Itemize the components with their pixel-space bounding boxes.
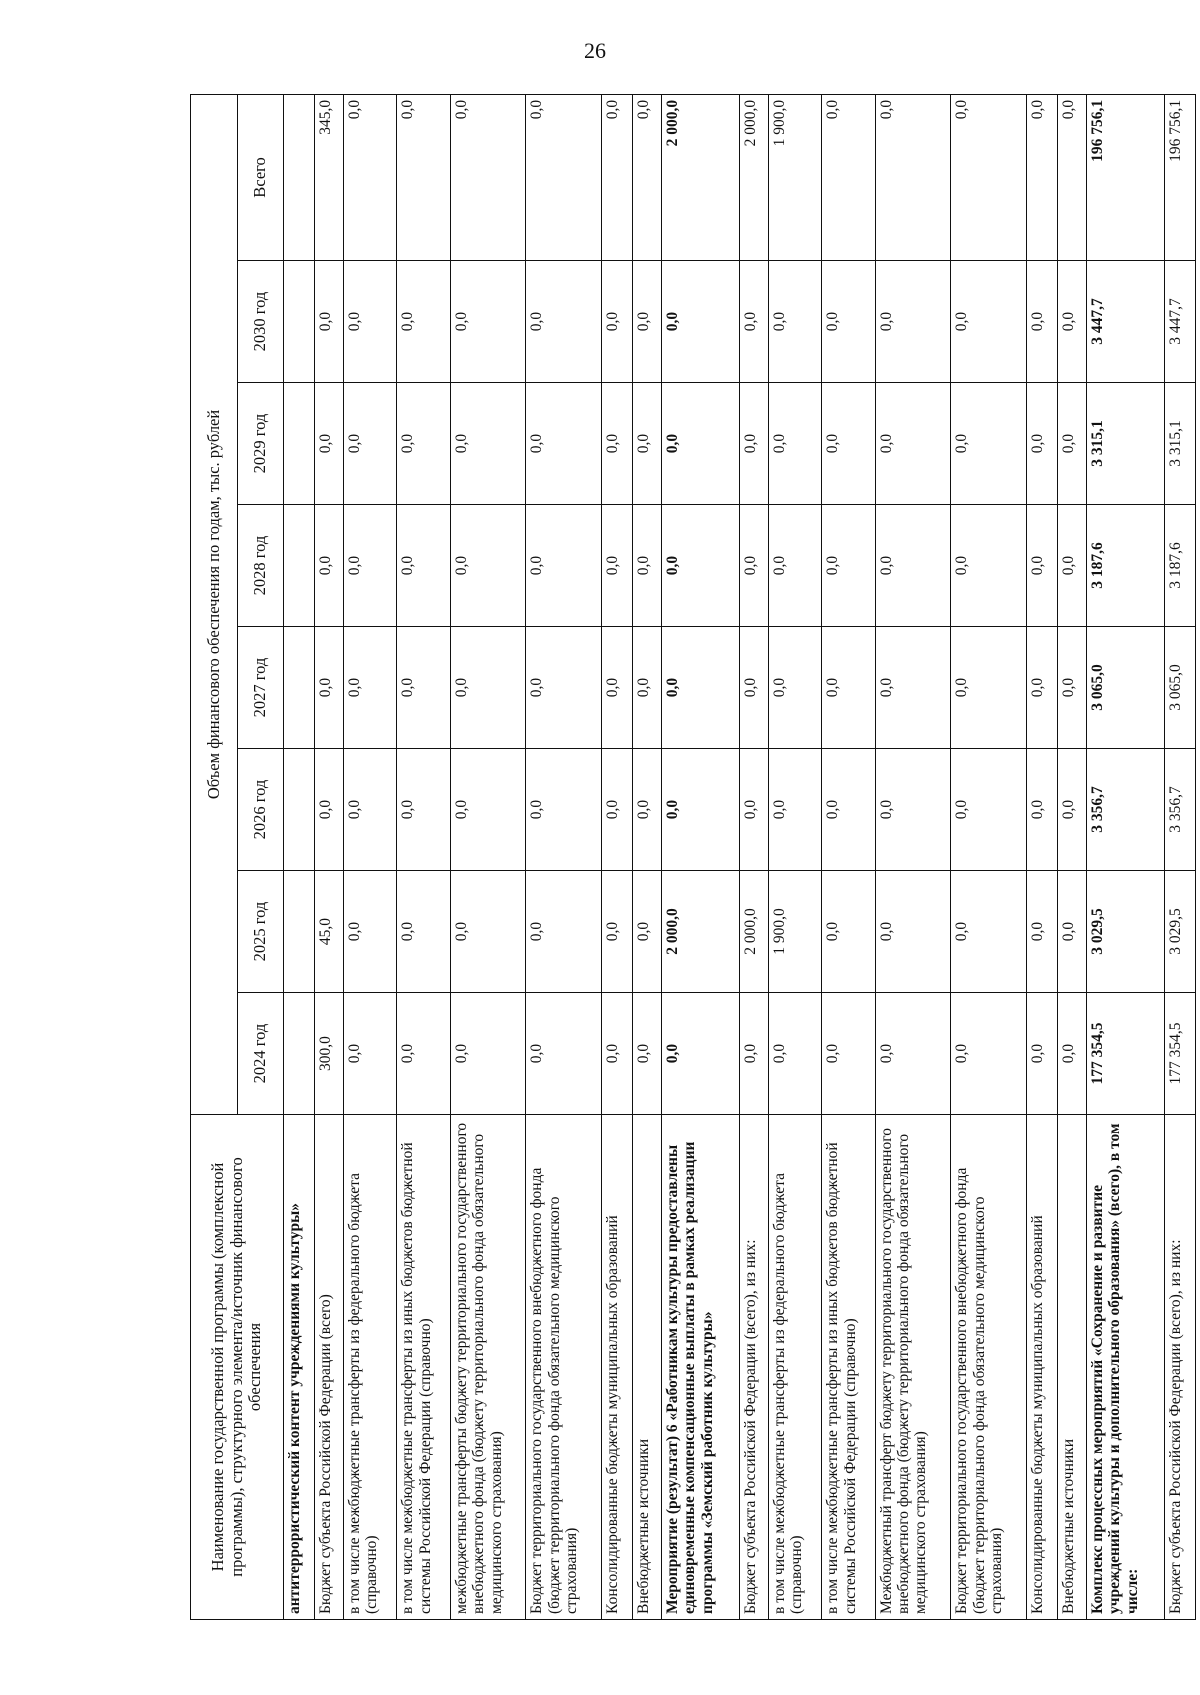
row-value-cell: 0,0 xyxy=(1026,261,1057,383)
row-value-cell: 3 356,7 xyxy=(1086,749,1164,871)
row-value-cell: 0,0 xyxy=(1057,749,1086,871)
row-name: Бюджет территориального государственного внебюджетного фонда (бюджет территориального фонда обязательного медицинского страхования) xyxy=(526,1115,602,1620)
row-value-cell: 0,0 xyxy=(739,993,768,1115)
row-value-cell: 0,0 xyxy=(739,627,768,749)
row-value-cell: 0,0 xyxy=(768,261,821,383)
row-value-cell: 0,0 xyxy=(875,261,951,383)
row-value-cell: 0,0 xyxy=(1026,749,1057,871)
table-row xyxy=(450,94,526,1619)
row-value-cell: 0,0 xyxy=(344,383,397,505)
row-value-cell: 3 315,1 xyxy=(1086,383,1164,505)
row-value-cell: 0,0 xyxy=(951,993,1027,1115)
row-value-cell: 0,0 xyxy=(633,505,662,627)
row-value-cell: 0,0 xyxy=(662,627,740,749)
row-value-cell: 300,0 xyxy=(315,993,344,1115)
row-value-cell: 0,0 xyxy=(1057,627,1086,749)
row-value-cell: 0,0 xyxy=(315,261,344,383)
row-value-cell: 0,0 xyxy=(951,261,1027,383)
row-value-cell: 0,0 xyxy=(526,749,602,871)
row-name: Бюджет территориального государственного внебюджетного фонда (бюджет территориального фонда обязательного медицинского страхования) xyxy=(951,1115,1027,1620)
row-name: в том числе межбюджетные трансферты из федерального бюджета (справочно) xyxy=(768,1115,821,1620)
row-value-cell: 0,0 xyxy=(315,627,344,749)
row-value-cell: 0,0 xyxy=(662,993,740,1115)
row-value-cell: 0,0 xyxy=(602,505,633,627)
row-name: в том числе межбюджетные трансферты из федерального бюджета (справочно) xyxy=(344,1115,397,1620)
row-name: межбюджетные трансферты бюджету территориального государственного внебюджетного фонда (бюджету территориального фонда обязательного медицинского страхования) xyxy=(450,1115,526,1620)
row-value-cell: 0,0 xyxy=(662,749,740,871)
row-value-cell: 0,0 xyxy=(397,993,450,1115)
row-value-cell: 0,0 xyxy=(344,627,397,749)
table-row xyxy=(633,94,662,1619)
table-row xyxy=(951,94,1027,1619)
row-value-cell: 0,0 xyxy=(739,749,768,871)
row-value-cell: 45,0 xyxy=(315,871,344,993)
table-row xyxy=(662,94,740,1619)
row-name: Бюджет субъекта Российской Федерации (всего), из них: xyxy=(1164,1115,1195,1620)
row-value-cell: 3 315,1 xyxy=(1164,383,1195,505)
row-value-cell: 0,0 xyxy=(951,871,1027,993)
row-value-cell: 0,0 xyxy=(822,627,875,749)
row-name: Комплекс процессных мероприятий «Сохранение и развитие учреждений культуры и дополнительного образования» (всего), в том числе: xyxy=(1086,1115,1164,1620)
row-value-cell: 0,0 xyxy=(602,261,633,383)
row-total-cell: 0,0 xyxy=(633,94,662,260)
row-value-cell: 0,0 xyxy=(768,505,821,627)
row-value-cell: 3 187,6 xyxy=(1086,505,1164,627)
row-value-cell: 0,0 xyxy=(822,871,875,993)
row-value-cell: 0,0 xyxy=(1057,383,1086,505)
row-total-cell: 0,0 xyxy=(875,94,951,260)
row-name: Бюджет субъекта Российской Федерации (всего), из них: xyxy=(739,1115,768,1620)
table-row xyxy=(1026,94,1057,1619)
header-year: 2030 год xyxy=(237,261,284,383)
row-value-cell: 0,0 xyxy=(526,505,602,627)
row-value-cell: 0,0 xyxy=(768,993,821,1115)
row-total-cell: 2 000,0 xyxy=(739,94,768,260)
row-value-cell: 0,0 xyxy=(662,261,740,383)
row-value-cell: 3 029,5 xyxy=(1086,871,1164,993)
row-value-cell: 0,0 xyxy=(739,383,768,505)
row-value-cell: 0,0 xyxy=(951,505,1027,627)
table-row xyxy=(1164,94,1195,1619)
row-value-cell: 0,0 xyxy=(315,749,344,871)
row-total-cell: 0,0 xyxy=(602,94,633,260)
row-value-cell: 0,0 xyxy=(875,993,951,1115)
row-value-cell xyxy=(284,627,315,749)
row-name: Консолидированные бюджеты муниципальных образований xyxy=(1026,1115,1057,1620)
header-row-1 xyxy=(191,94,238,1619)
row-value-cell: 0,0 xyxy=(739,261,768,383)
row-value-cell: 0,0 xyxy=(875,505,951,627)
table-row xyxy=(822,94,875,1619)
row-value-cell: 0,0 xyxy=(822,261,875,383)
row-name: антитеррористический контент учреждениями культуры» xyxy=(284,1115,315,1620)
header-total: Всего xyxy=(237,94,284,260)
page-number: 26 xyxy=(584,38,606,63)
row-value-cell: 0,0 xyxy=(1057,871,1086,993)
row-value-cell: 0,0 xyxy=(397,627,450,749)
header-year: 2025 год xyxy=(237,871,284,993)
row-value-cell: 0,0 xyxy=(951,383,1027,505)
financing-table xyxy=(190,94,1196,1620)
row-value-cell: 3 029,5 xyxy=(1164,871,1195,993)
row-value-cell: 3 356,7 xyxy=(1164,749,1195,871)
row-value-cell: 0,0 xyxy=(1057,505,1086,627)
row-value-cell: 0,0 xyxy=(344,871,397,993)
row-total-cell: 345,0 xyxy=(315,94,344,260)
row-value-cell xyxy=(284,871,315,993)
row-value-cell: 3 065,0 xyxy=(1164,627,1195,749)
row-value-cell: 0,0 xyxy=(602,871,633,993)
row-value-cell: 0,0 xyxy=(450,383,526,505)
row-total-cell: 0,0 xyxy=(1057,94,1086,260)
row-value-cell: 0,0 xyxy=(1057,261,1086,383)
row-name: Бюджет субъекта Российской Федерации (всего) xyxy=(315,1115,344,1620)
row-value-cell: 0,0 xyxy=(768,627,821,749)
row-name: Межбюджетный трансферт бюджету территориального государственного внебюджетного фонда (бюджету территориального фонда обязательного медицинского страхования) xyxy=(875,1115,951,1620)
header-year: 2024 год xyxy=(237,993,284,1115)
row-value-cell: 0,0 xyxy=(315,505,344,627)
row-value-cell: 0,0 xyxy=(450,505,526,627)
row-value-cell: 0,0 xyxy=(397,749,450,871)
row-value-cell: 0,0 xyxy=(1026,993,1057,1115)
row-value-cell: 0,0 xyxy=(1026,505,1057,627)
row-total-cell: 0,0 xyxy=(397,94,450,260)
row-value-cell: 0,0 xyxy=(526,627,602,749)
row-value-cell: 0,0 xyxy=(875,749,951,871)
row-value-cell: 177 354,5 xyxy=(1164,993,1195,1115)
rotated-table-container xyxy=(190,95,1184,1620)
row-value-cell: 0,0 xyxy=(633,383,662,505)
row-value-cell: 0,0 xyxy=(822,383,875,505)
table-row xyxy=(315,94,344,1619)
row-value-cell xyxy=(284,261,315,383)
row-value-cell: 2 000,0 xyxy=(739,871,768,993)
row-value-cell: 0,0 xyxy=(526,261,602,383)
row-value-cell: 0,0 xyxy=(875,627,951,749)
row-value-cell: 0,0 xyxy=(662,383,740,505)
row-value-cell: 0,0 xyxy=(1057,993,1086,1115)
row-value-cell: 0,0 xyxy=(1026,383,1057,505)
row-value-cell: 0,0 xyxy=(397,505,450,627)
row-name: в том числе межбюджетные трансферты из иных бюджетов бюджетной системы Российской Федерации (справочно) xyxy=(822,1115,875,1620)
row-value-cell: 0,0 xyxy=(397,871,450,993)
table-row xyxy=(875,94,951,1619)
row-value-cell: 0,0 xyxy=(875,383,951,505)
row-total-cell: 0,0 xyxy=(450,94,526,260)
row-value-cell: 0,0 xyxy=(526,993,602,1115)
row-total-cell: 196 756,1 xyxy=(1164,94,1195,260)
table-row xyxy=(739,94,768,1619)
row-total-cell: 1 900,0 xyxy=(768,94,821,260)
row-value-cell: 0,0 xyxy=(875,871,951,993)
row-value-cell: 0,0 xyxy=(822,749,875,871)
row-value-cell: 0,0 xyxy=(822,993,875,1115)
row-value-cell: 0,0 xyxy=(526,871,602,993)
row-total-cell: 0,0 xyxy=(344,94,397,260)
header-year: 2027 год xyxy=(237,627,284,749)
row-total-cell xyxy=(284,94,315,260)
row-value-cell: 0,0 xyxy=(768,383,821,505)
row-value-cell: 0,0 xyxy=(633,993,662,1115)
row-value-cell: 0,0 xyxy=(768,749,821,871)
table-row xyxy=(768,94,821,1619)
row-value-cell: 3 447,7 xyxy=(1086,261,1164,383)
row-name: Внебюджетные источники xyxy=(1057,1115,1086,1620)
row-value-cell xyxy=(284,993,315,1115)
row-value-cell: 0,0 xyxy=(633,261,662,383)
row-value-cell: 3 447,7 xyxy=(1164,261,1195,383)
row-value-cell: 1 900,0 xyxy=(768,871,821,993)
row-value-cell: 0,0 xyxy=(450,871,526,993)
header-year: 2028 год xyxy=(237,505,284,627)
row-value-cell: 0,0 xyxy=(526,383,602,505)
row-name: Мероприятие (результат) 6 «Работникам культуры предоставлены единовременные компенсационные выплаты в рамках реализации программы «Земский работник культуры» xyxy=(662,1115,740,1620)
row-value-cell: 0,0 xyxy=(315,383,344,505)
row-value-cell: 0,0 xyxy=(602,627,633,749)
row-value-cell: 0,0 xyxy=(450,993,526,1115)
row-total-cell: 0,0 xyxy=(951,94,1027,260)
row-total-cell: 0,0 xyxy=(822,94,875,260)
row-value-cell: 0,0 xyxy=(344,261,397,383)
row-value-cell: 0,0 xyxy=(739,505,768,627)
row-value-cell: 0,0 xyxy=(450,261,526,383)
row-total-cell: 196 756,1 xyxy=(1086,94,1164,260)
row-value-cell: 0,0 xyxy=(951,749,1027,871)
table-row xyxy=(526,94,602,1619)
header-year: 2029 год xyxy=(237,383,284,505)
row-value-cell: 0,0 xyxy=(344,749,397,871)
row-value-cell: 0,0 xyxy=(1026,627,1057,749)
row-total-cell: 2 000,0 xyxy=(662,94,740,260)
row-name: Консолидированные бюджеты муниципальных образований xyxy=(602,1115,633,1620)
row-value-cell: 0,0 xyxy=(602,383,633,505)
row-value-cell xyxy=(284,505,315,627)
table-row xyxy=(397,94,450,1619)
row-value-cell xyxy=(284,749,315,871)
row-value-cell: 0,0 xyxy=(662,505,740,627)
row-value-cell: 0,0 xyxy=(951,627,1027,749)
row-value-cell: 0,0 xyxy=(344,505,397,627)
row-value-cell: 177 354,5 xyxy=(1086,993,1164,1115)
row-value-cell: 0,0 xyxy=(450,749,526,871)
row-value-cell: 0,0 xyxy=(344,993,397,1115)
row-value-cell: 0,0 xyxy=(633,627,662,749)
table-row xyxy=(1057,94,1086,1619)
row-total-cell: 0,0 xyxy=(526,94,602,260)
row-value-cell: 3 065,0 xyxy=(1086,627,1164,749)
header-year: 2026 год xyxy=(237,749,284,871)
row-name: Внебюджетные источники xyxy=(633,1115,662,1620)
table-row xyxy=(284,94,315,1619)
row-value-cell: 2 000,0 xyxy=(662,871,740,993)
table-row xyxy=(602,94,633,1619)
row-value-cell: 0,0 xyxy=(397,383,450,505)
header-volume: Объем финансового обеспечения по годам, тыс. рублей xyxy=(191,94,238,1114)
row-value-cell: 0,0 xyxy=(450,627,526,749)
row-value-cell: 0,0 xyxy=(602,993,633,1115)
table-row xyxy=(1086,94,1164,1619)
row-value-cell: 0,0 xyxy=(602,749,633,871)
row-value-cell: 0,0 xyxy=(633,749,662,871)
table-row xyxy=(344,94,397,1619)
row-value-cell: 3 187,6 xyxy=(1164,505,1195,627)
row-value-cell: 0,0 xyxy=(822,505,875,627)
row-value-cell xyxy=(284,383,315,505)
row-value-cell: 0,0 xyxy=(397,261,450,383)
row-total-cell: 0,0 xyxy=(1026,94,1057,260)
header-name: Наименование государственной программы (комплексной программы), структурного элемента/источник финансового обеспечения xyxy=(191,1115,284,1620)
row-value-cell: 0,0 xyxy=(633,871,662,993)
row-name: в том числе межбюджетные трансферты из иных бюджетов бюджетной системы Российской Федерации (справочно) xyxy=(397,1115,450,1620)
row-value-cell: 0,0 xyxy=(1026,871,1057,993)
